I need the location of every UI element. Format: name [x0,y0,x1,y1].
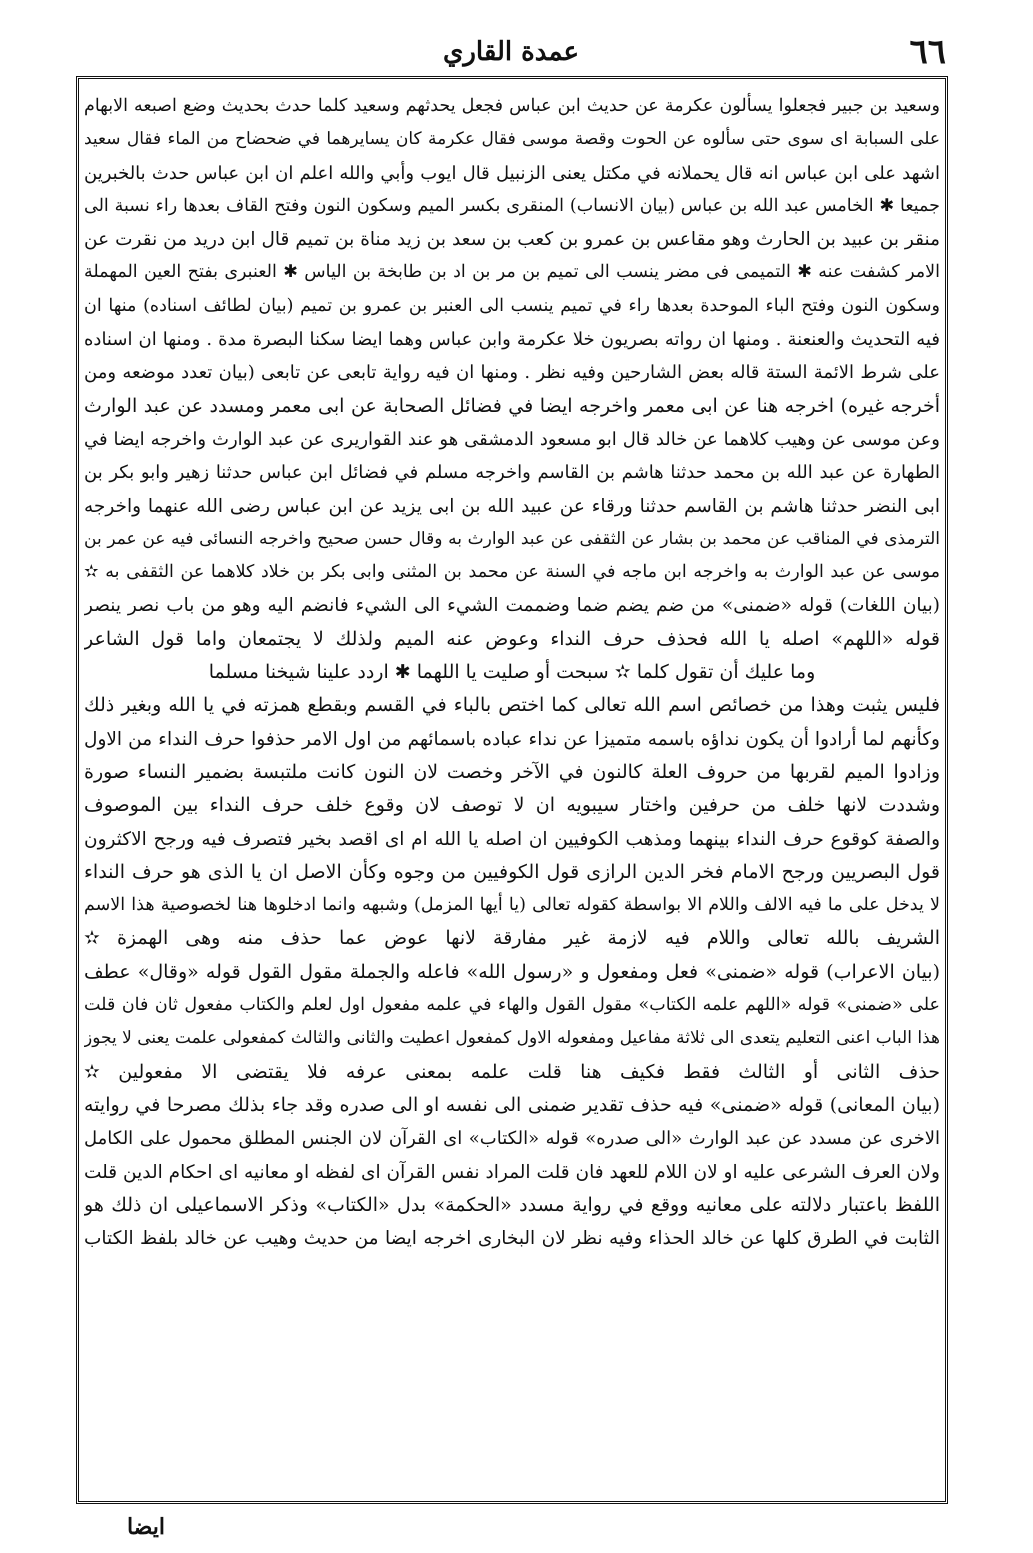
text-line: هذا الباب اعنى التعليم يتعدى الى ثلاثة مفاعيل ومفعوله الاول كمفعول اعطيت والثانى والثالث كمفعولى علمت يعنى لا يجوز [84,1028,940,1049]
text-line: وسكون النون وفتح الباء الموحدة بعدها راء في تميم ينسب الى العنبر بن عمرو بن تميم (بيان لطائف اسناده) منها ان [84,295,940,316]
text-line: قول البصريين ورجح الامام فخر الدين الرازى قول الكوفيين من وجوه وكأن الاصل ان يا الذى هو حرف النداء [84,860,940,883]
text-line: منقر بن عبيد بن الحارث وهو مقاعس بن عمرو بن كعب بن سعد بن زيد مناة بن تميم قال ابن دريد من نقرت عن [84,229,940,251]
text-line: فليس يثبت وهذا من خصائص اسم الله تعالى كما اختص بالباء في القسم وبقطع همزته في يا الله وبغير ذلك [84,694,940,717]
text-line: وكأنهم لما أرادوا أن يكون نداؤه باسمه متميزا عن نداء عباده باسمائهم من اول الامر حذفوا حرف النداء من الاول [84,728,940,750]
text-line: اشهد على ابن عباس انه قال يحملانه في مكتل يعنى الزنبيل قال ايوب وأبي والله اعلم ان ابن عباس حدث بالخبرين [84,162,940,184]
text-line: على السبابة اى سوى حتى سألوه عن الحوت وقصة موسى فقال عكرمة كان يسايرهما في ضحضاح من الماء فقال سعيد [84,129,940,150]
text-line: اللفظ باعتبار دلالته على معانيه ووقع في رواية مسدد «الحكمة» بدل «الكتاب» وذكر الاسماعيلى ان ذلك هو [84,1193,940,1216]
text-line: الطهارة عن عبد الله بن محمد حدثنا هاشم بن القاسم واخرجه مسلم في فضائل ابن عباس حدثنا زهير وابو بكر بن [84,462,940,484]
running-title: عمدة القاري [443,37,579,67]
text-line: قوله «اللهم» اصله يا الله فحذف حرف النداء وعوض عنه الميم ولذلك لا يجتمعان واما قول الشاعر [84,627,940,650]
text-line: والصفة كوقوع حرف النداء بينهما ومذهب الكوفيين ان اصله يا الله ام اى اقصد بخير فتصرف فيه ورجح الاكثرون [84,828,940,850]
main-text-block [84,90,940,1496]
page-header [76,30,946,74]
text-line: حذف الثانى أو الثالث فقط فكيف هنا قلت علمه بمعنى عرفه فلا يقتضى الا مفعولين ✫ [84,1060,940,1083]
text-line: وعن موسى عن وهيب كلاهما عن خالد قال ابو مسعود الدمشقى هو عند القواريرى عن عبد الوارث واخرجه ايضا في [84,428,940,450]
text-line: (بيان اللغات) قوله «ضمنى» من ضم يضم ضما وضممت الشيء الى الشيء فانضم اليه وهو من باب نصر ينصر [84,595,940,617]
text-line: ولان العرف الشرعى عليه او لان اللام للعهد فان قلت المراد نفس القرآن اى لفظه او معانيه اى احكام الدين قلت [84,1161,940,1183]
text-line: (بيان المعانى) قوله «ضمنى» فيه حذف تقدير ضمنى الى نفسه او الى صدره وقد جاء بذلك مصرحا في روايته [84,1093,940,1116]
text-line: جميعا ✱ الخامس عبد الله بن عباس (بيان الانساب) المنقرى بكسر الميم وسكون النون وفتح القاف بعدها راء نسبة الى [84,195,940,216]
page-number: ٦٦ [909,32,946,72]
text-line: على «ضمنى» قوله «اللهم علمه الكتاب» مقول القول والهاء في علمه مفعول اول لعلم والكتاب مفعول ثان فان قلت [84,995,940,1016]
text-line: الشريف بالله تعالى واللام فيه لازمة غير مفارقة لانها عوض عما حذف منه وهى الهمزة ✫ [84,927,940,950]
text-line: الثابت في الطرق كلها عن خالد الحذاء وفيه نظر لان البخارى اخرجه ايضا من حديث وهيب عن خالد بلفظ الكتاب [84,1228,940,1250]
text-line: الاخرى عن مسدد عن عبد الوارث «الى صدره» قوله «الكتاب» اى القرآن لان الجنس المطلق محمول على الكامل [84,1128,940,1150]
poetry-verse-line: وما عليك أن تقول كلما ✫ سبحت أو صليت يا اللهما ✱ اردد علينا شيخنا مسلما [208,661,816,684]
text-line: موسى عن عبد الوارث به واخرجه ابن ماجه في السنة عن محمد بن المثنى وابى بكر بن خلاد كلاهما عن الثقفى به ✫ [84,562,940,583]
text-line: (بيان الاعراب) قوله «ضمنى» فعل ومفعول و «رسول الله» فاعله والجملة مقول القول قوله «وقال» عطف [84,960,940,983]
text-line: أخرجه غيره) اخرجه هنا عن ابى معمر واخرجه ايضا في فضائل الصحابة عن ابى معمر ومسدد عن عبد الوارث [84,394,940,417]
catchword: ايضا [126,1514,165,1540]
text-line: الامر كشفت عنه ✱ التميمى فى مضر ينسب الى تميم بن مر بن اد بن طابخة بن الياس ✱ العنبرى بفتح العين المهملة [84,262,940,283]
text-line: وشددت لانها خلف من حرفين واختار سيبويه ان لا توصف لان وقوع خلف حرف النداء بين الموصوف [84,794,940,817]
text-line: الترمذى في المناقب عن محمد بن بشار عن الثقفى عن عبد الوارث به وقال حسن صحيح واخرجه النسائى فيه عن عمر بن [84,528,940,549]
text-line: على شرط الائمة الستة قاله بعض الشارحين وفيه نظر . ومنها ان فيه رواية تابعى عن تابعى (بيان تعدد موضعه ومن [84,362,940,384]
text-line: لا يدخل على ما فيه الالف واللام الا بواسطة كقوله تعالى (يا أيها المزمل) وشبهه وانما ادخلوها هنا لخصوصية هذا الاسم [84,895,940,916]
text-line: وزادوا الميم لقربها من حروف العلة كالنون في الآخر وخصت لان النون كانت ملتبسة بضمير النساء صورة [84,760,940,783]
text-line: وسعيد بن جبير فجعلوا يسألون عكرمة عن حديث ابن عباس فجعل يحدثهم وسعيد كلما حدث بحديث وضع اصبعه الابهام [84,96,940,116]
text-line: ابى النضر حدثنا هاشم بن القاسم حدثنا ورقاء عن عبيد الله بن ابى يزيد عن ابن عباس رضى الله عنهما واخرجه [84,495,940,517]
text-line: فيه التحديث والعنعنة . ومنها ان رواته بصريون خلا عكرمة وابن عباس وهما ايضا سكنا البصرة مدة . ومنها ان اسناده [84,329,940,351]
